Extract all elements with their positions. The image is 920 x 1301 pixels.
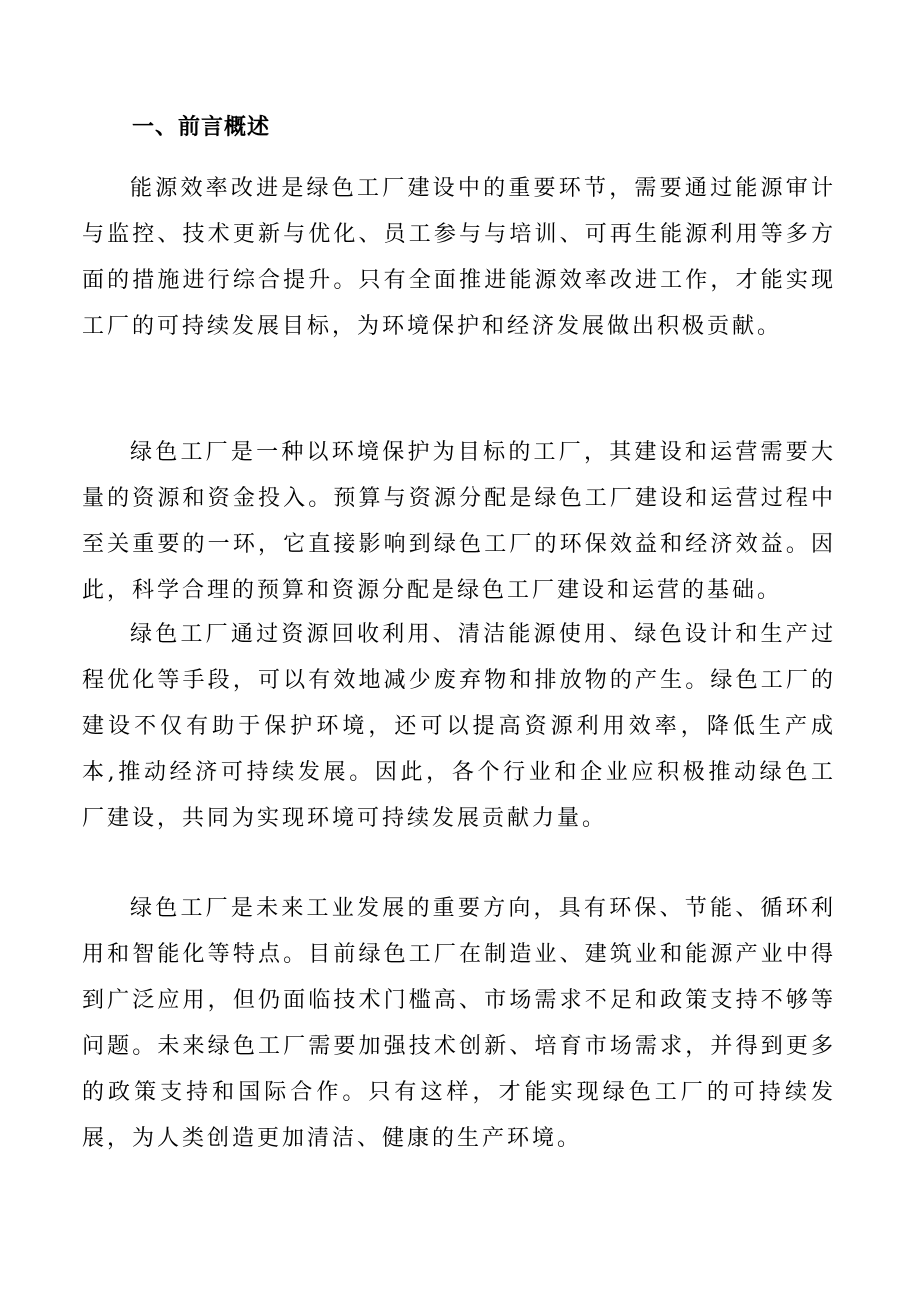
paragraph-resource-recycling: 绿色工厂通过资源回收利用、清洁能源使用、绿色设计和生产过程优化等手段，可以有效地减少废弃物和排放物的产生。绿色工厂的建设不仅有助于保护环境，还可以提高资源利用效率，降低生产成本,推动经济可持续发展。因此，各个行业和企业应积极推动绿色工厂建设，共同为实现环境可持续发展贡献力量。 — [82, 622, 836, 831]
paragraph-future-direction: 绿色工厂是未来工业发展的重要方向，具有环保、节能、循环利用和智能化等特点。目前绿色工厂在制造业、建筑业和能源产业中得到广泛应用，但仍面临技术门槛高、市场需求不足和政策支持不够等问题。未来绿色工厂需要加强技术创新、培育市场需求，并得到更多的政策支持和国际合作。只有这样，才能实现绿色工厂的可持续发展，为人类创造更加清洁、健康的生产环境。 — [82, 896, 836, 1151]
paragraph-budget-allocation: 绿色工厂是一种以环境保护为目标的工厂，其建设和运营需要大量的资源和资金投入。预算与资源分配是绿色工厂建设和运营过程中至关重要的一环，它直接影响到绿色工厂的环保效益和经济效益。因此，科学合理的预算和资源分配是绿色工厂建设和运营的基础。 — [82, 440, 836, 603]
paragraph-energy-efficiency: 能源效率改进是绿色工厂建设中的重要环节，需要通过能源审计与监控、技术更新与优化、员工参与与培训、可再生能源利用等多方面的措施进行综合提升。只有全面推进能源效率改进工作，才能实现工厂的可持续发展目标，为环境保护和经济发展做出积极贡献。 — [82, 176, 836, 339]
section-heading: 一、前言概述 — [132, 115, 271, 140]
